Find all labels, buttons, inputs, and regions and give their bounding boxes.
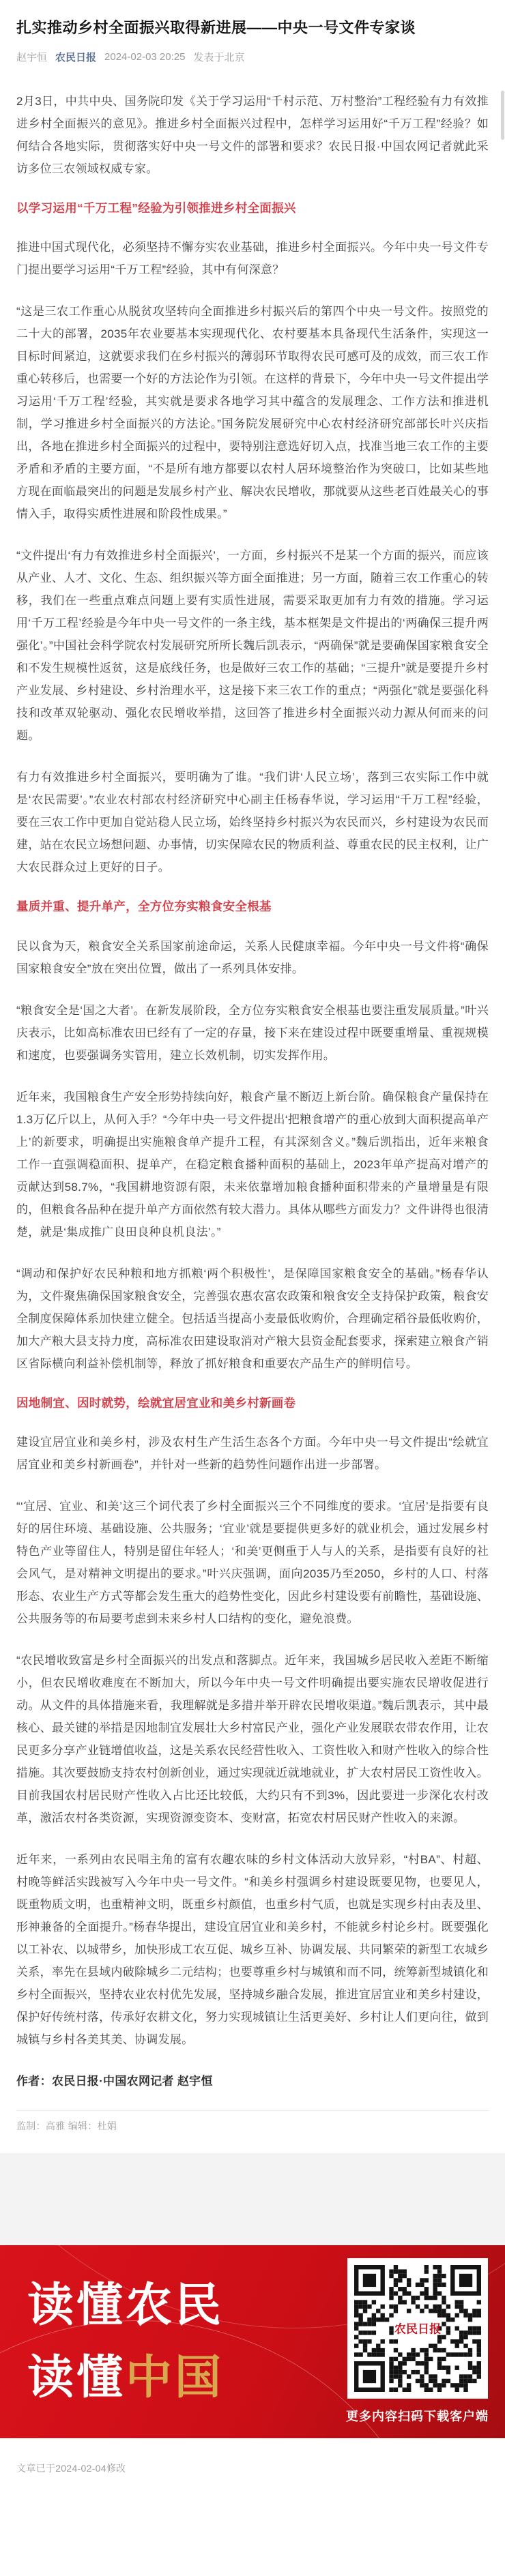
modified-note: 文章已于2024-02-04修改 xyxy=(16,2462,126,2474)
article-paragraph: “‘宜居、宜业、和美’这三个词代表了乡村全面振兴三个不同维度的要求。‘宜居’是指要有良好的居住环境、基础设施、公共服务；‘宜业’就是要提供更多好的就业机会，通过发展乡村特色产业等留住人，特别是留住年轻人；‘和美’更侧重于人与人的关系，是指要有良好的社会风气，是对精神文明提出的要求。”叶兴庆强调，面向2035乃至2050，乡村的人口、村落形态、农业生产方式等都会发生重大的趋势性变化，因此乡村建设要有前瞻性，基础设施、公共服务等的布局要考虑到未来乡村人口结构的变化，避免浪费。 xyxy=(16,1499,489,1625)
banner-slogan-line2-white: 读懂 xyxy=(27,2352,126,2404)
article-paragraph: 近年来，我国粮食生产安全形势持续向好，粮食产量不断迈上新台阶。确保粮食产量保持在1.3万亿斤以上，从何入手？“今年中央一号文件提出‘把粮食增产的重心放到大面积提高单产上’的新要求，明确提出实施粮食单产提升工程，有其深刻含义。”魏后凯指出，近年来粮食工作一直强调稳面积、提单产，在稳定粮食播种面积的基础上，2023年单产提高对增产的贡献达到58.7%，“我国耕地资源有限，未来依靠增加粮食播种面积带来的产量增量是有限的，但粮食各品种在提升单产方面依然有较大潜力。具体从哪些方面发力？文件讲得也很清楚，就是‘集成推广良田良种良机良法’。” xyxy=(16,1090,489,1239)
credits-line: 监制：高雅 编辑：杜娟 xyxy=(16,2120,117,2131)
article-paragraph: 民以食为天，粮食安全关系国家前途命运，关系人民健康幸福。今年中央一号文件将“确保国家粮食安全”放在突出位置，做出了一系列具体安排。 xyxy=(16,939,489,975)
article-body xyxy=(16,90,489,2092)
article-paragraph: “文件提出‘有力有效推进乡村全面振兴’，一方面，乡村振兴不是某一个方面的振兴，而应该从产业、人才、文化、生态、组织振兴等方面全面推进；另一方面，随着三农工作重心的转移，我们在一些重点难点问题上要有实质性进展，需要采取更加有力有效的措施。学习运用‘千万工程’经验是今年中央一号文件的一条主线，基本框架是文件提出的‘两确保三提升两强化’。”中国社会科学院农村发展研究所所长魏后凯表示，“两确保”就是要确保国家粮食安全和不发生规模性返贫，这是底线任务，也是做好三农工作的基础；“三提升”就是要提升乡村产业发展、乡村建设、乡村治理水平，这是接下来三农工作的重点；“两强化”就是要强化科技和改革双轮驱动、强化农民增收举措，这回答了推进乡村全面振兴动力源从何而来的问题。 xyxy=(16,549,489,743)
publish-location: 发表于北京 xyxy=(193,52,245,63)
article-paragraph: 2月3日，中共中央、国务院印发《关于学习运用“千村示范、万村整治”工程经验有力有效推进乡村全面振兴的意见》。推进乡村全面振兴过程中，怎样学习运用好“千万工程”经验？如何结合各地实际，贯彻落实好中央一号文件的部署和要求？农民日报·中国农网记者就此采访多位三农领域权威专家。 xyxy=(16,95,489,175)
source-account-link[interactable]: 农民日报 xyxy=(55,52,97,63)
author-credit-line: 作者：农民日报·中国农网记者 赵宇恒 xyxy=(16,2074,213,2088)
promo-banner xyxy=(0,2245,505,2438)
article-paragraph: 推进中国式现代化，必须坚持不懈夯实农业基础，推进乡村全面振兴。今年中央一号文件专门提出要学习运用“千万工程”经验，其中有何深意？ xyxy=(16,241,489,277)
scrollbar-thumb[interactable] xyxy=(501,91,504,140)
banner-slogan-line2-gold: 中国 xyxy=(126,2352,225,2404)
article-paragraph: “调动和保护好农民种粮和地方抓粮‘两个积极性’，是保障国家粮食安全的基础。”杨春华认为，文件聚焦确保国家粮食安全，完善强农惠农富农政策和粮食安全支持保护政策，粮食安全制度保障体系加快建立健全。包括适当提高小麦最低收购价，合理确定稻谷最低收购价，加大产粮大县支持力度，高标准农田建设取消对产粮大县资金配套要求，探索建立粮食产销区省际横向利益补偿机制等，释放了抓好粮食和重要农产品生产的鲜明信号。 xyxy=(16,1267,489,1370)
qr-column xyxy=(346,2258,489,2425)
section-heading: 因地制宜、因时就势，绘就宜居宜业和美乡村新画卷 xyxy=(16,1395,296,1410)
section-heading: 以学习运用“千万工程”经验为引领推进乡村全面振兴 xyxy=(16,201,296,215)
article-paragraph: “粮食安全是‘国之大者’。在新发展阶段，全方位夯实粮食安全根基也要注重发展质量。”叶兴庆表示，比如高标准农田已经有了一定的存量，接下来在建设过程中既要重增量、重视规模和速度，也要强调务实管用，建立长效机制，切实发挥作用。 xyxy=(16,1003,489,1062)
qr-caption: 更多内容扫码下载客户端 xyxy=(346,2410,489,2424)
article-paragraph: 有力有效推进乡村全面振兴，要明确为了谁。“我们讲‘人民立场’，落到三农实际工作中就是‘农民需要’。”农业农村部农村经济研究中心副主任杨春华说，学习运用“千万工程”经验，要在三农工作中更加自觉站稳人民立场，始终坚持乡村振兴为农民而兴，乡村建设为农民而建，站在农民立场想问题、办事情，切实保障农民的物质利益、尊重农民的民主权利，让广大农民群众过上更好的日子。 xyxy=(16,771,489,874)
author-name: 赵宇恒 xyxy=(16,52,48,63)
banner-slogan xyxy=(27,2279,346,2404)
byline xyxy=(16,50,489,64)
section-heading: 量质并重、提升单产，全方位夯实粮食安全根基 xyxy=(16,900,272,914)
article-paragraph: “这是三农工作重心从脱贫攻坚转向全面推进乡村振兴后的第四个中央一号文件。按照党的二十大的部署，2035年农业要基本实现现代化、农村要基本具备现代生活条件，实现这一目标时间紧迫，这就要求我们在乡村振兴的薄弱环节取得农民可感可及的成效，而三农工作重心转移后，也需要一个好的方法论作为引领。在这样的背景下，今年中央一号文件提出学习运用‘千万工程’经验，其实就是要求各地学习其中蕴含的发展理念、工作方法和推进机制，学习推进乡村全面振兴的方法论。”国务院发展研究中心农村经济研究部部长叶兴庆指出，各地在推进乡村全面振兴的过程中，要特别注意选好切入点，找准当地三农工作的主要矛盾和矛盾的主要方面，“不是所有地方都要以农村人居环境整治作为突破口，比如某些地方现在面临最突出的问题是发展乡村产业、解决农民增收，那就要从这些老百姓最关心的事情入手，取得实质性进展和阶段性成果。” xyxy=(16,305,489,521)
publish-datetime: 2024-02-03 20:25 xyxy=(104,51,186,63)
page-title: 扎实推动乡村全面振兴取得新进展——中央一号文件专家谈 xyxy=(16,19,416,36)
credits-divider xyxy=(16,2110,489,2111)
article-paragraph: 近年来，一系列由农民唱主角的富有农趣农味的乡村文体活动大放异彩，“村BA”、村超、村晚等鲜活实践被写入今年中央一号文件。“和美乡村强调乡村建设既要见物，也要见人，既重物质文明，也重精神文明，既重乡村颜值，也重乡村气质，也就是实现乡村由表及里、形神兼备的全面提升。”杨春华提出，建设宜居宜业和美乡村，不能就乡村论乡村。既要强化以工补农、以城带乡，加快形成工农互促、城乡互补、协调发展、共同繁荣的新型工农城乡关系，率先在县域内破除城乡二元结构；也要尊重乡村与城镇和而不同，统筹新型城镇化和乡村全面振兴，坚持农业农村优先发展，坚持城乡融合发展，推进宜居宜业和美乡村建设，保护好传统村落，传承好农耕文化，努力实现城镇让生活更美好、乡村让人们更向往，做到城镇与乡村各美其美、协调发展。 xyxy=(16,1852,489,2046)
banner-top-gray-area xyxy=(0,2153,505,2245)
svg-text:农民日报: 农民日报 xyxy=(394,2322,441,2336)
banner-slogan-line2 xyxy=(27,2352,346,2404)
qr-code xyxy=(347,2258,488,2399)
article-paragraph: “农民增收致富是乡村全面振兴的出发点和落脚点。近年来，我国城乡居民收入差距不断缩小，但农民增收难度在不断加大，所以今年中央一号文件明确提出要实施农民增收促进行动。从文件的具体措施来看，我理解就是多措并举开辟农民增收渠道。”魏后凯表示，其中最核心、最关键的举措是因地制宜发展壮大乡村富民产业，强化产业发展联农带农作用，让农民更多分享产业链增值收益，这是关系农民经营性收入、工资性收入和财产性收入的综合性措施。其次要鼓励支持农村创新创业，通过实现就近就地就业，扩大农村居民工资性收入。目前我国农村居民财产性收入占比还比较低，大约只有不到3%，因此要进一步深化农村改革，激活农村各类资源，实现资源变资本、变财富，拓宽农村居民财产性收入的来源。 xyxy=(16,1653,489,1824)
article-paragraph: 建设宜居宜业和美乡村，涉及农村生产生活生态各个方面。今年中央一号文件提出“绘就宜居宜业和美乡村新画卷”，并针对一些新的趋势性问题作出进一步部署。 xyxy=(16,1435,489,1471)
banner-slogan-line1: 读懂农民 xyxy=(27,2279,225,2332)
